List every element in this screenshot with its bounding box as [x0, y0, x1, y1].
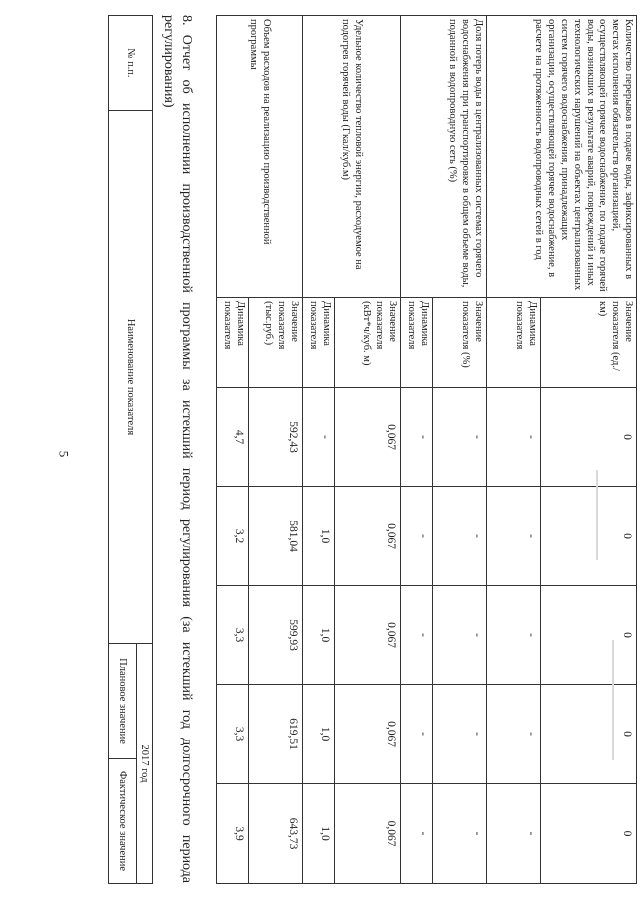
section-number: 8.	[179, 15, 194, 26]
table-cell: 0,067	[335, 487, 401, 586]
table-cell: -	[401, 685, 433, 784]
table-cell: 0	[541, 487, 637, 586]
indicator-name: Количество перерывов в подаче воды, зафиксированных в местах исполнения обязательств организацией, осуществляющей горячее водоснабжение, по подаче горячей воды, возникших в результате аварий, повреждений и иных технологических нарушений на объектах централизованных систем горячего водоснабжения, принадлежащих организации, осуществляющей горячее водоснабжение, в расчете на протяженность водопроводных сетей в год	[487, 16, 637, 298]
table-row	[249, 16, 303, 884]
table-cell: -	[487, 487, 541, 586]
table-cell: 1,0	[303, 784, 335, 884]
table-row	[137, 16, 153, 884]
indicator-kind: Динамика показателя	[217, 298, 249, 388]
table-cell: 0,067	[335, 586, 401, 685]
table-cell: 0,067	[335, 685, 401, 784]
table-cell: -	[401, 388, 433, 487]
table-cell: -	[487, 388, 541, 487]
column-header-name: Наименование показателя	[109, 111, 153, 644]
table-cell: 0,067	[335, 388, 401, 487]
table-cell: -	[487, 685, 541, 784]
table-row	[335, 16, 401, 884]
section-8-heading	[160, 15, 195, 883]
table-cell: 3,3	[217, 586, 249, 685]
table-cell: 0	[541, 586, 637, 685]
table-cell: -	[487, 784, 541, 884]
table-cell: -	[433, 487, 487, 586]
column-header-actual: Фактическое значение	[109, 759, 137, 884]
rotated-page-content	[97, 15, 637, 885]
indicator-kind: Значение показателя (ед./км)	[541, 298, 637, 388]
table-cell: 1,0	[303, 487, 335, 586]
indicator-name: Доля потерь воды в централизованных системах горячего водоснабжения при транспортировке в общем объеме воды, поданной в водопроводную сеть (%)	[401, 16, 487, 298]
table-cell: 1,0	[303, 586, 335, 685]
indicator-kind: Динамика показателя	[487, 298, 541, 388]
table-cell: 0	[541, 388, 637, 487]
table-row	[541, 16, 637, 884]
scan-artifact	[612, 640, 614, 760]
table-cell: -	[401, 784, 433, 884]
table-cell: -	[433, 685, 487, 784]
table-cell: -	[401, 586, 433, 685]
table-cell: 1,0	[303, 685, 335, 784]
indicators-table	[216, 15, 637, 884]
indicator-kind: Значение показателя (%)	[433, 298, 487, 388]
table-cell: -	[401, 487, 433, 586]
column-header-planned: Плановое значение	[109, 644, 137, 759]
table-cell: -	[433, 388, 487, 487]
table-cell: 0,067	[335, 784, 401, 884]
table-cell: -	[433, 784, 487, 884]
indicator-kind: Значение показателя (тыс.руб.)	[249, 298, 303, 388]
page-number: 5	[56, 450, 72, 458]
table-cell: 0	[541, 784, 637, 884]
table-cell: -	[487, 586, 541, 685]
table-cell: 3,3	[217, 685, 249, 784]
indicator-kind: Динамика показателя	[303, 298, 335, 388]
table-cell: -	[303, 388, 335, 487]
table-cell: 4,7	[217, 388, 249, 487]
table-cell: 3,9	[217, 784, 249, 884]
table-row	[433, 16, 487, 884]
scan-artifact	[596, 470, 598, 560]
indicator-name: Объем расходов на реализацию производственной программы	[217, 16, 303, 298]
table-cell: 581,04	[249, 487, 303, 586]
table-cell: 599,93	[249, 586, 303, 685]
indicator-kind: Динамика показателя	[401, 298, 433, 388]
section-title: Отчет об исполнении производственной программы за истекший период регулирования (за истекший год долгосрочного периода регулирования)	[161, 15, 194, 883]
column-header-year: 2017 год	[137, 644, 153, 884]
report-table-header	[108, 15, 153, 884]
table-cell: 0	[541, 685, 637, 784]
table-cell: 3,2	[217, 487, 249, 586]
table-cell: 592,43	[249, 388, 303, 487]
table-cell: -	[433, 586, 487, 685]
table-cell: 643,73	[249, 784, 303, 884]
indicator-name: Удельное количество тепловой энергии, расходуемое на подогрев горячей воды (Гкал/куб.м)	[303, 16, 401, 298]
indicator-kind: Значение показателя (кВт*ч/куб. м)	[335, 298, 401, 388]
table-cell: 619,51	[249, 685, 303, 784]
column-header-number: № п.п.	[109, 16, 153, 111]
